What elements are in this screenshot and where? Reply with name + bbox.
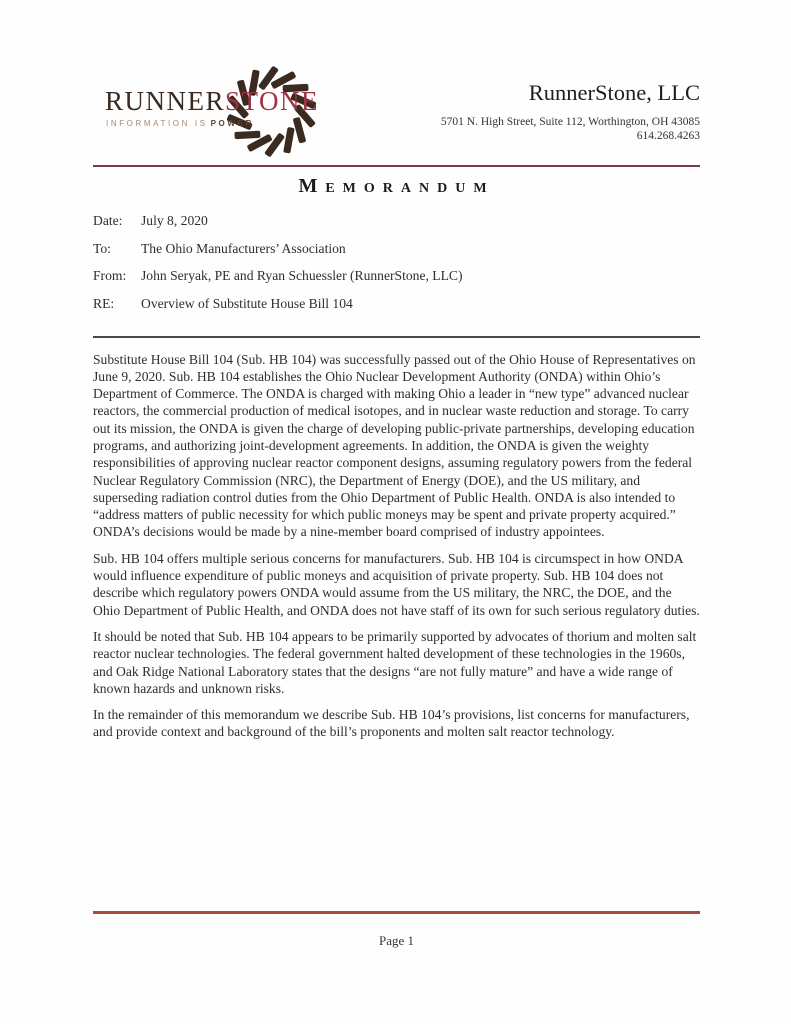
field-row-to: [93, 240, 700, 257]
field-row-date: [93, 212, 700, 229]
logo-wordmark-runner: RUNNER: [105, 86, 226, 116]
letterhead: [93, 62, 700, 159]
paragraph-1: Substitute House Bill 104 (Sub. HB 104) was successfully passed out of the Ohio House of Representatives on June 9, 2020. Sub. HB 104 establishes the Ohio Nuclear Development Authority (ONDA) within Ohio’s Department of Commerce. The ONDA is charged with making Ohio a leader in “new type” advanced nuclear reactors, the commercial production of medical isotopes, and in nuclear waste reduction and storage. To carry out its mission, the ONDA is given the charge of developing public-private partnerships, developing education programs, and authorizing joint-development agreements. In addition, the ONDA is given the weighty responsibilities of approving nuclear reactor component designs, assuming regulatory powers from the federal Nuclear Regulatory Commission (NRC), the Department of Energy (DOE), and the US military, and superseding radiation control duties from the Ohio Department of Public Health. ONDA is also intended to “address matters of public necessity for which public moneys may be spent and private property acquired.” ONDA’s decisions would be made by a nine-member board comprised of industry appointees.: [93, 351, 696, 540]
field-row-re: [93, 295, 700, 312]
paragraph-3: It should be noted that Sub. HB 104 appears to be primarily supported by advocates of thorium and molten salt reactor nuclear technologies. The federal government halted development of these technologies in the 1960s, and Oak Ridge National Laboratory states that the designs “are not fully mature” and have a wide range of known hazards and unknown risks.: [93, 628, 697, 696]
logo-tagline-power: POWER: [210, 119, 254, 128]
field-label-date: Date:: [93, 213, 123, 228]
page-number: Page 1: [378, 933, 415, 948]
field-label-from: From:: [93, 268, 127, 283]
field-label-re: RE:: [93, 295, 115, 311]
field-label-to: To:: [93, 240, 111, 256]
company-contact-block: [441, 62, 700, 143]
field-value-re: Overview of Substitute House Bill 104: [141, 295, 353, 311]
company-address: 5701 N. High Street, Suite 112, Worthington, OH 43085: [440, 116, 700, 128]
logo-wordmark: [105, 86, 319, 117]
fields-body-divider-rule: [93, 336, 700, 338]
logo-wordmark-stone: STONE: [225, 86, 320, 116]
header-divider-rule: [93, 165, 700, 167]
memo-body: [93, 351, 700, 741]
paragraph-4: In the remainder of this memorandum we describe Sub. HB 104’s provisions, list concerns for manufacturers, and provide context and background of the bill’s proponents and molten salt reactor technology.: [93, 707, 690, 740]
memo-title: Memorandum: [298, 175, 495, 197]
field-row-from: [93, 267, 700, 284]
field-value-to: The Ohio Manufacturers’ Association: [141, 240, 346, 256]
memo-fields: [93, 212, 700, 312]
runnerstone-logo: [105, 62, 345, 159]
company-name: RunnerStone, LLC: [528, 80, 700, 105]
field-value-from: John Seryak, PE and Ryan Schuessler (RunnerStone, LLC): [141, 268, 463, 283]
field-value-date: July 8, 2020: [141, 213, 208, 228]
page-footer: [93, 911, 700, 949]
footer-divider-rule: [93, 911, 700, 914]
logo-tagline-text: INFORMATION IS: [106, 119, 208, 128]
company-phone: 614.268.4263: [636, 130, 700, 142]
paragraph-2: Sub. HB 104 offers multiple serious concerns for manufacturers. Sub. HB 104 is circumspect in how ONDA would influence expenditure of public moneys and acquisition of private property. Sub. HB 104 does not describe which regulatory powers ONDA would assume from the US military, the NRC, the DOE, and the Ohio Department of Public Health, and ONDA does not have staff of its own for such serious regulatory duties.: [93, 550, 700, 618]
logo-tagline: [106, 119, 254, 128]
